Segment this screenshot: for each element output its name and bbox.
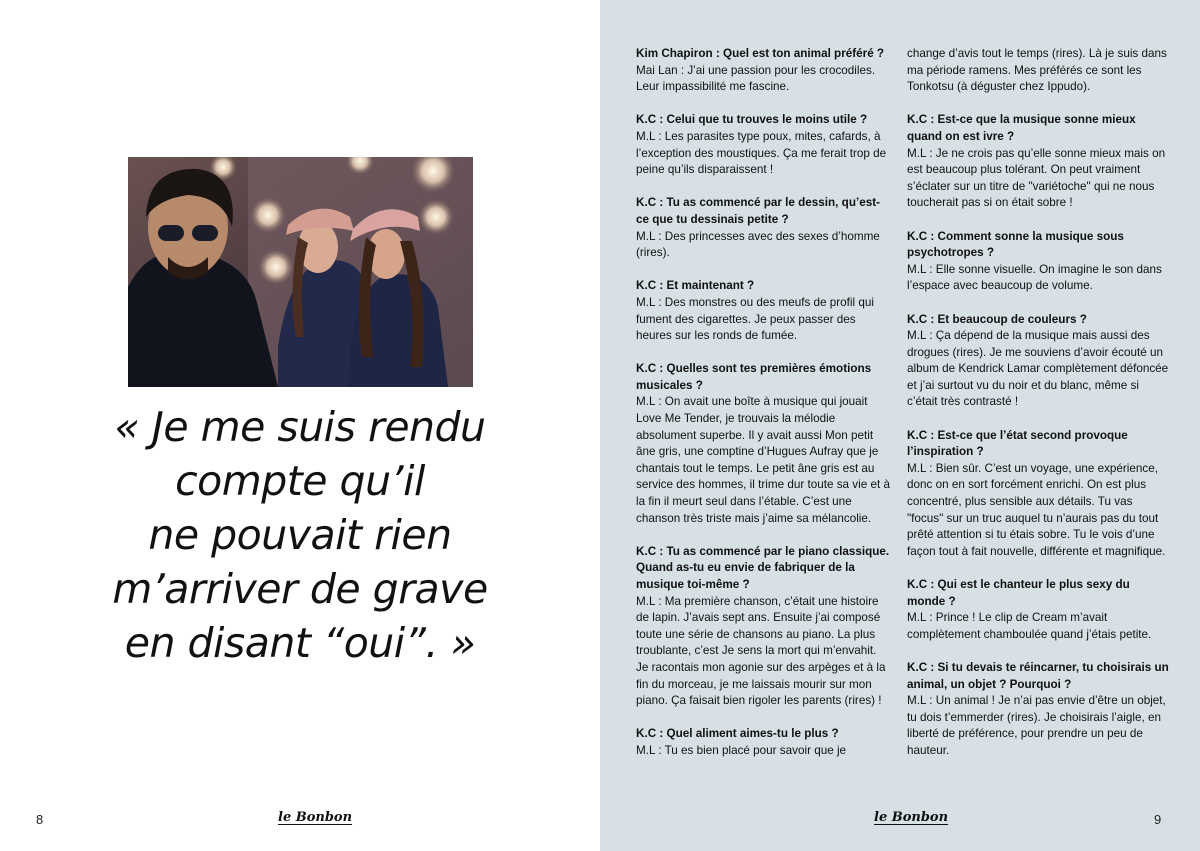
question: K.C : Qui est le chanteur le plus sexy du monde ? — [907, 578, 1130, 608]
answer: M.L : Prince ! Le clip de Cream m’avait complètement chamboulée quand j’étais petite. — [907, 611, 1152, 641]
answer: M.L : Ça dépend de la musique mais aussi des drogues (rires). Je me souviens d’avoir écouté un album de Kendrick Lamar complètement défoncée et j’ai surtout vu du noir et du blanc, même si c’était très contrasté ! — [907, 329, 1169, 409]
quote-line: m’arriver de grave — [112, 565, 488, 613]
question: K.C : Celui que tu trouves le moins utile ? — [636, 113, 868, 127]
interview-column-1 — [636, 46, 891, 776]
photo-illustration — [128, 157, 473, 387]
question: K.C : Tu as commencé par le piano classique. Quand as-tu eu envie de fabriquer de la musique toi-même ? — [636, 544, 890, 591]
quote-line: compte qu’il — [175, 457, 425, 505]
question: K.C : Tu as commencé par le dessin, qu’est-ce que tu dessinais petite ? — [636, 196, 880, 226]
qa-block — [636, 361, 891, 527]
qa-block — [907, 577, 1169, 643]
qa-block — [907, 112, 1169, 212]
magazine-logo-left: le Bonbon — [278, 810, 353, 825]
qa-block — [636, 278, 891, 344]
answer: M.L : Ma première chanson, c’était une histoire de lapin. J’avais sept ans. Ensuite j’ai composé toute une série de chansons au piano. La plus troublante, c’est Je sens la mort qui m’envahit. Je racontais mon agonie sur des arpèges et à la fin du morceau, je me laissais mourir sur mon piano. Ça faisait bien rigoler les parents (rires) ! — [636, 594, 886, 708]
question: K.C : Quelles sont tes premières émotions musicales ? — [636, 362, 872, 392]
answer: M.L : Tu es bien placé pour savoir que je — [636, 743, 847, 757]
portrait-photo — [128, 157, 473, 387]
question: K.C : Et maintenant ? — [636, 279, 755, 293]
page-number-left: 8 — [36, 812, 44, 827]
question: K.C : Si tu devais te réincarner, tu choisirais un animal, un objet ? Pourquoi ? — [907, 660, 1169, 691]
qa-block — [636, 544, 891, 710]
quote-line: en disant “oui”. » — [124, 619, 476, 667]
qa-block — [636, 726, 891, 759]
question: K.C : Est-ce que la musique sonne mieux quand on est ivre ? — [907, 113, 1136, 143]
answer: M.L : Un animal ! Je n’ai pas envie d’être un objet, tu dois t’emmerder (rires). Je choisirais l’aigle, en liberté de préférence, pour prendre un peu de hauteur. — [907, 694, 1166, 757]
question: K.C : Est-ce que l’état second provoque l’inspiration ? — [907, 428, 1128, 459]
qa-block — [907, 660, 1169, 760]
answer: M.L : Je ne crois pas qu’elle sonne mieux mais on est beaucoup plus tolérant. On peut vraiment s’éclater sur un titre de "variétoche" qui ne nous toucherait pas si on était sobre ! — [907, 146, 1166, 210]
quote-line: « Je me suis rendu — [114, 403, 486, 451]
qa-block — [907, 428, 1169, 561]
question: K.C : Quel aliment aimes-tu le plus ? — [636, 727, 839, 741]
page-number-right: 9 — [1154, 812, 1162, 827]
qa-block — [636, 195, 891, 261]
qa-block — [907, 312, 1169, 412]
answer: M.L : Bien sûr. C’est un voyage, une expérience, donc on en sort forcément enrichi. On est plus concentré, plus sensible aux détails. Tu vas "focus" sur un truc auquel tu n’aurais pas du tout prêté attention si tu étais sobre. Tu le vois d’une façon tout à fait nouvelle, différente et magnifique. — [907, 461, 1166, 558]
answer: M.L : Les parasites type poux, mites, cafards, à l’exception des moustiques. Ça me ferait trop de peine qu’ils disparaissent ! — [636, 129, 887, 177]
answer-continued: change d’avis tout le temps (rires). Là je suis dans ma période ramens. Mes préférés ce sont les Tonkotsu (à déguster chez Ippudo). — [907, 47, 1167, 94]
magazine-logo-right: le Bonbon — [874, 810, 949, 825]
interview-column-2 — [907, 46, 1169, 776]
qa-block — [907, 229, 1169, 295]
answer: M.L : Des princesses avec des sexes d’homme (rires). — [636, 229, 880, 260]
answer: M.L : Elle sonne visuelle. On imagine le son dans l’espace avec beaucoup de volume. — [907, 262, 1162, 293]
answer: M.L : Des monstres ou des meufs de profil qui fument des cigarettes. Je peux passer des heures sur les ronds de fumée. — [636, 295, 874, 343]
pull-quote — [60, 400, 540, 670]
qa-block — [907, 46, 1169, 96]
question: Kim Chapiron : Quel est ton animal préféré ? — [636, 47, 885, 60]
question: K.C : Comment sonne la musique sous psychotropes ? — [907, 229, 1124, 260]
qa-block — [636, 112, 891, 178]
question: K.C : Et beaucoup de couleurs ? — [907, 312, 1087, 326]
answer: Mai Lan : J’ai une passion pour les crocodiles. Leur impassibilité me fascine. — [636, 63, 876, 94]
qa-block — [636, 46, 891, 96]
answer: M.L : On avait une boîte à musique qui jouait Love Me Tender, je trouvais la mélodie absolument superbe. Il y avait aussi Mon petit âne gris, une comptine d’Hugues Aufray que je chantais tout le temps. Le petit âne gris est au service des hommes, il trime dur toute sa vie et à la fin il meurt seul dans l’étable. C’est une chanson très triste mais j’aime sa mélancolie. — [636, 395, 890, 525]
quote-line: ne pouvait rien — [148, 511, 452, 559]
